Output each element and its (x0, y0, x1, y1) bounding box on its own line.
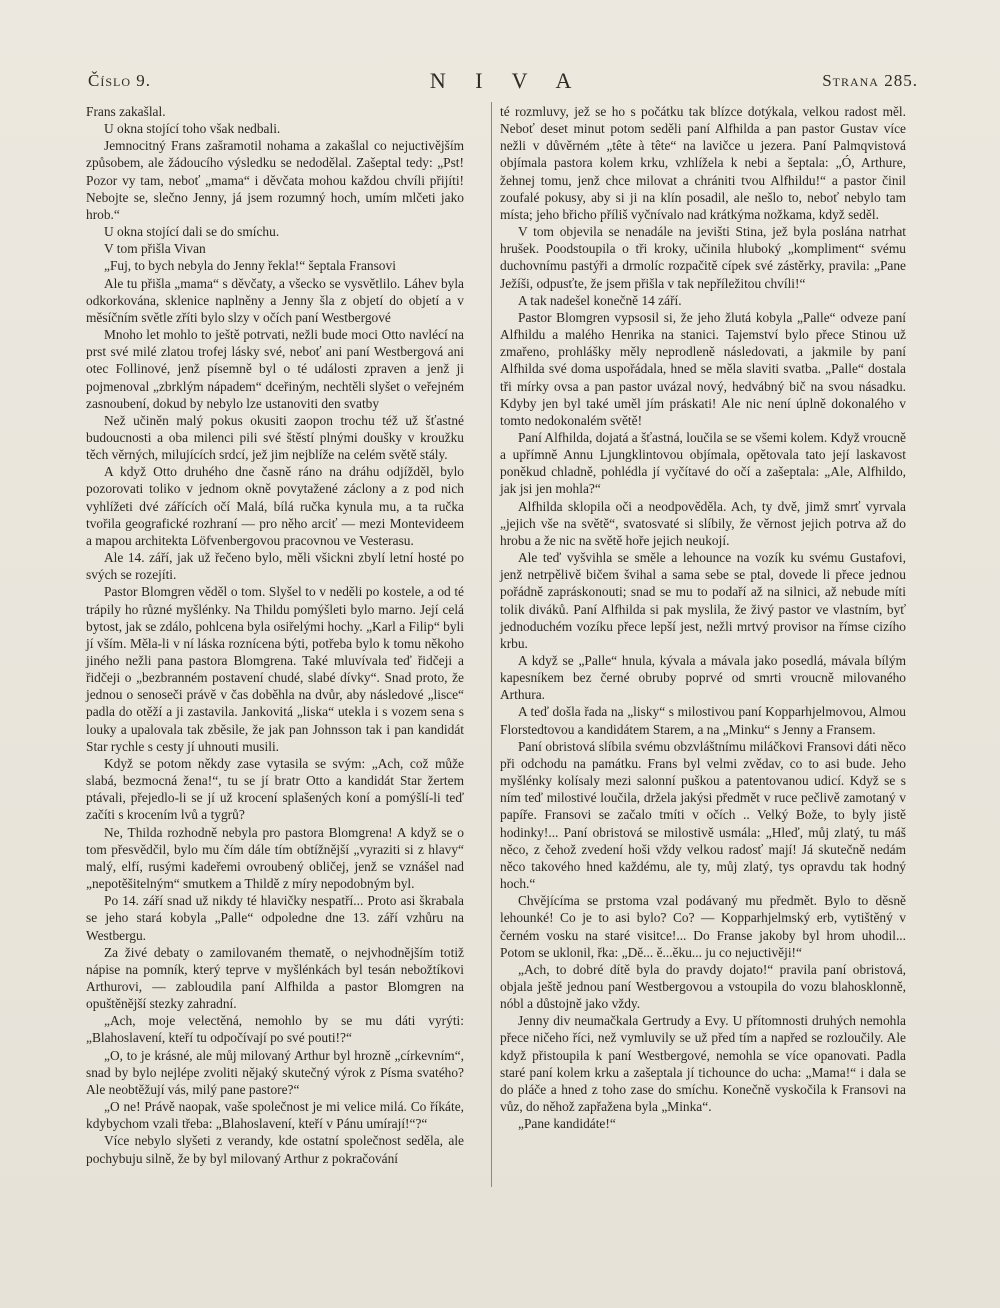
paragraph: „Ach, moje velectěná, nemohlo by se mu dáti vyrýti: „Blahoslavení, kteří tu odpočívají po své pouti!?“ (86, 1013, 464, 1046)
paragraph: Mnoho let mohlo to ještě potrvati, nežli bude moci Otto navlécí na prst své milé zlatou trofej lásky své, neboť ani paní Westbergová ani otec Follinové, jenž písemně byl o té události zpraven a jenž ji pojmenoval „zbrklým nápadem“ dceřiným, nechtěli slyšet o veřejném zasnoubení, dokud by nebylo lze ustanoviti den svatby (86, 327, 464, 411)
paragraph: Ne, Thilda rozhodně nebyla pro pastora Blomgrena! A když se o tom přesvědčil, bylo mu čím dále tím obtížnější „vyraziti si z hlavy“ malý, elfí, rusými kadeřemi ovroubený obličej, jenž se vznášel nad „nepotěšitelným“ smutkem a Thildě z míry nepodobným byl. (86, 824, 464, 892)
paragraph: V tom přišla Vivan (104, 241, 206, 257)
paragraph: Ale teď vyšvihla se směle a lehounce na vozík ku svému Gustafovi, jenž netrpělivě bičem švihal a sama sebe se ptal, dovede li přece jednou pořádně zapráskonouti; snad se mu to podaří až na silnici, až nebude míti tolik diváků. Paní Alfhilda si pak myslila, že živý pastor ve vlastním, byť jednoduchém vozíku přece lepší jest, nežli mrtvý provisor na římse cizího krbu. (500, 550, 906, 651)
paragraph: „Pane kandidáte!“ (518, 1116, 616, 1132)
paragraph: Alfhilda sklopila oči a neodpověděla. Ach, ty dvě, jimž smrť vyrvala „jejich vše na světě“, svatosvaté si slíbily, že věrnost jejich potrva až do hrobu a že nic na světě hoře jejich neukojí. (500, 498, 906, 548)
paragraph: A teď došla řada na „lisky“ s milostivou paní Kopparhjelmovou, Almou Florstedtovou a kandidátem Starem, a na „Minku“ s Jenny a Fransem. (500, 704, 906, 737)
journal-title: N I V A (429, 68, 584, 93)
paragraph: Pastor Blomgren vypsosil si, že jeho žlutá kobyla „Palle“ odveze paní Alfhildu a malého Henrika na stanici. Tajemství bylo přece Stinou už zmařeno, prohlášky měly neprodleně následovati, a jakmile by paní Alfhilda své doma uspořádala, hned se měla slaviti svatba. „Palle“ dostala tři mírky ovsa a pan pastor uvázal nový, hedvábný bič na svou násadku. Kdyby jen byl také uměl jím práskati! Ale nic není úplně dokonalého v tomto nedokonalém světě! (500, 309, 906, 428)
paragraph: Když se potom někdy zase vytasila se svým: „Ach, což může slabá, bezmocná žena!“, tu se jí bratr Otto a kandidát Star žertem ptávali, přejedlo-li se jí už krocení splašených koní a pomýšlí-li teď začíti s krocením lvů a tygrů? (86, 755, 464, 823)
paragraph: Než učiněn malý pokus okusiti zaopon trochu též už šťastné budoucnosti a oba milenci pili své štěstí plnými doušky v kroužku těch věrných, milujících srdcí, jež jim nejblíže na celém světě stály. (86, 412, 464, 463)
page-number: Strana 285. (822, 71, 918, 90)
paragraph: Chvějícíma se prstoma vzal podávaný mu předmět. Bylo to děsně lehounké! Co je to asi bylo? Co? — Kopparhjelmský erb, vytištěný v černém vosku na staré visitce!... Do Franse jakoby byl hrom uhodil... Potom se uklonil, řka: „Dě... ě...ěku... ju co nejuctivěji!“ (500, 893, 906, 960)
right-column (500, 103, 906, 1132)
paragraph: „O ne! Právě naopak, vaše společnost je mi velice milá. Co říkáte, kdybychom vzali třeba: „Blahoslavení, kteří v Pánu umírají!“?“ (86, 1099, 464, 1132)
paragraph: Jemnocitný Frans zašramotil nohama a zakašlal co nejuctivějším způsobem, ale žádoucího výsledku se nedodělal. Zašeptal tedy: „Pst! Pozor vy tam, neboť „mama“ i děvčata mohou každou chvíli přijíti! Nebojte se, slečno Jenny, já jsem rozumný hoch, umím mlčeti jako hrob.“ (86, 138, 464, 222)
paragraph: Jenny div neumačkala Gertrudy a Evy. U přítomnosti druhých nemohla přece ničeho říci, než vymluvily se už před tím a napřed se rozloučily. Ale když přistoupila k paní Westbergové, nemohla se více opanovati. Padla staré paní kolem krku a zašeptala jí tichounce do ucha: „Mama!“ i dala se do pláče a hned z toho zase do smíchu. Konečně vyskočila k Fransovi na vůz, do něhož zapřažena byla „Minka“. (500, 1013, 906, 1115)
paragraph: A tak nadešel konečně 14 září. (518, 292, 682, 308)
paragraph: „Fuj, to bych nebyla do Jenny řekla!“ šeptala Fransovi (104, 258, 396, 274)
paragraph: Více nebylo slyšeti z verandy, kde ostatní společnost seděla, ale pochybuju silně, že by byl milovaný Arthur z pokračování (86, 1133, 464, 1166)
paragraph: Ale 14. září, jak už řečeno bylo, měli všickni zbylí letní hosté po svých se rozejíti. (86, 550, 464, 583)
paragraph: U okna stojící dali se do smíchu. (104, 224, 280, 240)
paragraph: Po 14. září snad už nikdy té hlavičky nespatří... Proto asi škrabala se jeho stará kobyla „Palle“ odpoledne dne 13. září vzhůru na Westbergu. (86, 893, 464, 943)
paragraph: té rozmluvy, jež se ho s počátku tak blízce dotýkala, velkou radost měl. Neboť deset minut potom seděli paní Alfhilda a pan pastor Gustav více nežli v důvěrném „tête à tête“ na lavičce u jezera. Paní Palmqvistová objímala pastora kolem krku, vzhlížela k nebi a šeptala: „Ó, Arthure, žehnej tomu, jenž chce milovat a chrániti tvou Alfhildu!“ a pastor činil zoufalé pokusy, aby si ji na klín posadil, ale nešlo to, neboť nebylo tam místa; jeho břicho příliš vyčnívalo nad krátkýma nožkama, když seděl. (500, 104, 906, 222)
paragraph: Paní Alfhilda, dojatá a šťastná, loučila se se všemi kolem. Když vroucně a upřímně Annu Ljungklintovou objímala, opětovala tato její laskavost poněkud chladně, pohlédla jí vyčítavé do očí a zašeptala: „Ale, Alfhildo, jak jsi jen mohla?“ (500, 429, 907, 497)
paragraph: U okna stojící toho však nedbali. (104, 121, 281, 137)
paragraph: „O, to je krásné, ale můj milovaný Arthur byl hrozně „církevním“, snad by bylo nejlépe zvoliti nějaký skutečný výrok z Písma svatého? Ale neobtěžují vás, milý pane pastore?“ (86, 1047, 464, 1097)
column-divider (491, 102, 492, 1187)
paragraph: Frans zakašlal. (86, 104, 166, 119)
paragraph: Za živé debaty o zamilovaném thematě, o nejvhodnějším totiž nápise na pomník, který teprve v myšlénkách byl tesán nebožtíkovi Arthurovi, — zabloudila paní Alfhilda a pastor Blomgren na opuštěnější stezky zahradní. (86, 944, 464, 1012)
paragraph: A když se „Palle“ hnula, kývala a mávala jako posedlá, mávala bílým kapesníkem bez černé obruby poprvé od smrti vroucně milovaného Arthura. (500, 653, 906, 703)
paragraph: A když Otto druhého dne časně ráno na dráhu odjížděl, bylo pozorovati toliko v jednom okně povytažené záclony a z pod nich vyhlížeti dvé zářících očí Malá, bílá ručka kynula mu, a ta ručka tvořila geografické rozhraní — pro něho arciť — mezi Montevideem a mapou architekta Löfvenbergovou pracovnou ve Vesterasu. (86, 464, 464, 548)
paragraph: V tom objevila se nenadále na jevišti Stina, jež byla poslána natrhat hrušek. Poodstoupila o tři kroky, učinila hluboký „kompliment“ svému duchovnímu pastýři a drmolíc rozpačitě cípek své zástěrky, pravila: „Pane Ježíši, odpusťte, že jsem přišla v tak nepříležitou chvíli!“ (500, 224, 906, 291)
paragraph: Paní obristová slíbila svému obzvláštnímu miláčkovi Fransovi dáti něco při odchodu na památku. Frans byl velmi zvědav, co to asi bude. Jeho myšlénky kolísaly mezi salonní puškou a patentovanou udicí. Když se s ním teď milostivé loučila, držela jakýsi předmět v ruce pečlivě zamotaný v papíře. Fransovi se začalo tmíti v očích .. Velký Bože, to byly jistě hodinky!... Paní obristová se milostivě usmála: „Hleď, můj zlatý, tu máš něco, z čehož zvedení hoši vždy velkou radosť mají! Já skutečně nedám něco takového hned každému, ale ty, můj zlatý, tys opravdu tak hodný hoch.“ (500, 738, 906, 892)
paragraph: Pastor Blomgren věděl o tom. Slyšel to v neděli po kostele, a od té trápily ho různé myšlénky. Na Thildu pomýšleti bylo marno. Její celá bytost, jak se zdálo, pohlcena byla osiřelými hochy. „Karl a Filip“ byli jí vším. Měla-li v ní láska roznícena býti, potřeba bylo k tomu někoho jiného nežli pana pastora Blomgrena. Také mluvívala teď řidčeji a řidčeji o „bezbranném postavení chudé, slabé dívky“. Snad proto, že jednou o senoseči právě v čas doběhla na dvůr, aby následové „lisce“ padla do otěží a ji zastavila. Jankovitá „liska“ utekla i s vozem sena s louky a upalovala tak zběsile, že jak pan Johnsson tak i pan kandidát Star rychle s cesty jí uhnouti musili. (86, 584, 464, 754)
paragraph: „Ach, to dobré dítě byla do pravdy dojato!“ pravila paní obristová, objala ještě jednou paní Westbergovou a vstoupila do vozu blahosklonně, nóbl a důstojně jako vždy. (500, 961, 906, 1012)
left-column (86, 103, 464, 1167)
page-header (88, 66, 918, 96)
issue-number: Číslo 9. (88, 71, 152, 90)
paragraph: Ale tu přišla „mama“ s děvčaty, a všecko se vysvětlilo. Láhev byla odkorkována, sklenice naplněny a Jenny šla z objetí do objetí a v měsíčním světle zříti bylo slzy v očích paní Westbergové (86, 275, 464, 325)
